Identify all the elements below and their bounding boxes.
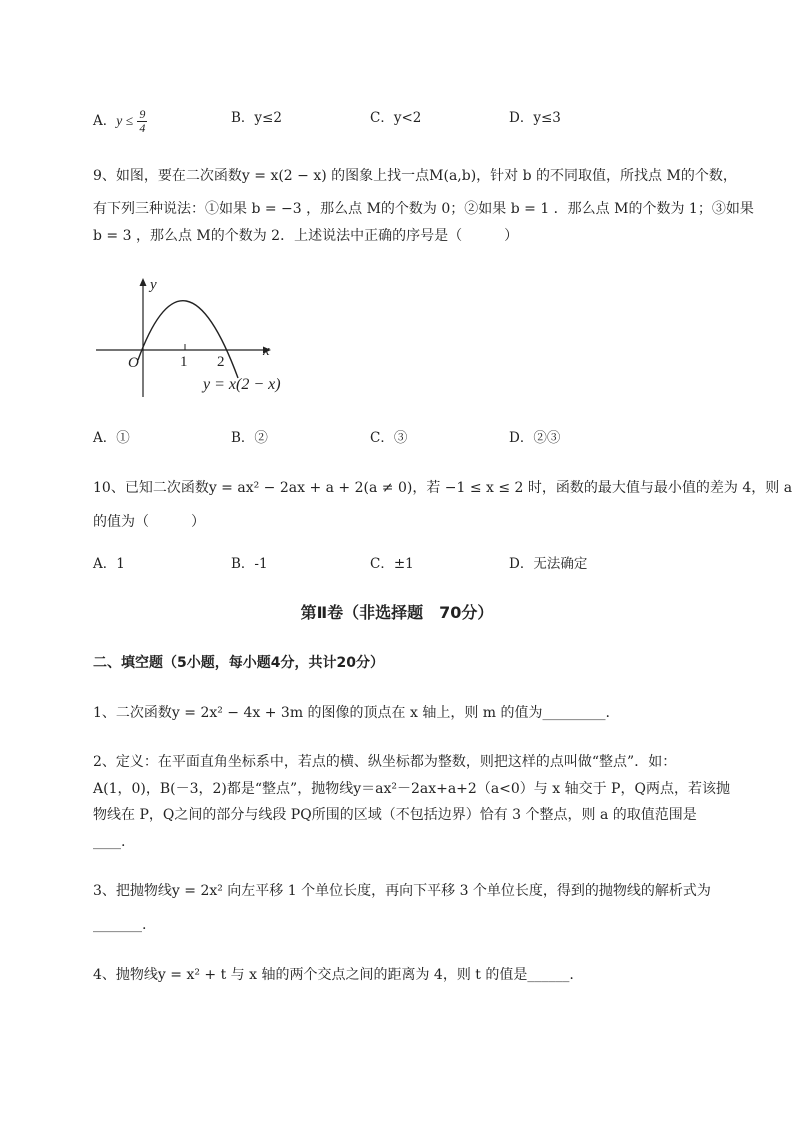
q8-option-d: D．y≤3 bbox=[509, 110, 561, 126]
q10-line-1: 10、已知二次函数y = ax² − 2ax + a + 2(a ≠ 0)，若 −1 ≤ x ≤ 2 时，函数的最大值与最小值的差为 4，则 a bbox=[93, 480, 793, 496]
y-axis-label: y bbox=[150, 277, 157, 293]
q9-line-1: 9、如图，要在二次函数y = x(2 − x) 的图象上找一点M(a,b)，针对 b 的不同取值，所找点 M的个数， bbox=[93, 168, 737, 184]
q8-option-a-math: y ≤ bbox=[116, 113, 134, 128]
tick-1-label: 1 bbox=[180, 354, 188, 370]
fill-question-2-line-1: 2、定义：在平面直角坐标系中，若点的横、纵坐标都为整数，则把这样的点叫做“整点”．如： bbox=[93, 754, 677, 770]
fill-question-3-line-1: 3、把抛物线y = 2x² 向左平移 1 个单位长度，再向下平移 3 个单位长度，得到的抛物线的解析式为 bbox=[93, 883, 711, 899]
tick-2-label: 2 bbox=[217, 354, 225, 370]
q8-option-a-numerator: 9 bbox=[139, 107, 146, 121]
q9-parabola-graph bbox=[93, 272, 303, 402]
fill-question-2-line-2: A(1，0)，B(－3，2)都是“整点”，抛物线y＝ax²－2ax+a+2（a<0）与 x 轴交于 P，Q两点，若该抛 bbox=[93, 781, 730, 797]
curve-label: y = x(2 − x) bbox=[203, 376, 281, 393]
fill-blank-heading: 二、填空题（5小题，每小题4分，共计20分） bbox=[93, 655, 384, 671]
q9-option-d: D．②③ bbox=[509, 430, 561, 446]
q8-option-b: B．y≤2 bbox=[231, 110, 282, 126]
q9-line-2: 有下列三种说法：①如果 b = −3 ，那么点 M的个数为 0；②如果 b = 1 ．那么点 M的个数为 1；③如果 bbox=[93, 201, 754, 217]
y-axis-arrow-icon bbox=[140, 278, 147, 286]
fill-question-4: 4、抛物线y = x² + t 与 x 轴的两个交点之间的距离为 4，则 t 的值是______. bbox=[93, 967, 574, 983]
q9-option-c: C．③ bbox=[370, 430, 408, 446]
fill-question-1: 1、二次函数y = 2x² − 4x + 3m 的图像的顶点在 x 轴上，则 m 的值为_________. bbox=[93, 705, 610, 721]
q10-option-b: B．-1 bbox=[231, 556, 268, 572]
q8-option-a-denominator: 4 bbox=[139, 121, 146, 135]
q10-line-2: 的值为（ ） bbox=[93, 514, 205, 530]
q10-option-d: D．无法确定 bbox=[509, 556, 588, 572]
fill-question-3-line-2: _______. bbox=[93, 917, 147, 933]
q10-option-c: C．±1 bbox=[370, 556, 414, 572]
origin-label: O bbox=[128, 355, 139, 371]
fill-question-2-line-4: ____. bbox=[93, 834, 126, 850]
q10-option-a: A．1 bbox=[93, 556, 125, 572]
section-2-title: 第Ⅱ卷（非选择题 70分） bbox=[300, 603, 494, 622]
q8-option-c: C．y<2 bbox=[370, 110, 422, 126]
fill-question-2-line-3: 物线在 P，Q之间的部分与线段 PQ所围的区域（不包括边界）恰有 3 个整点，则 a 的取值范围是 bbox=[93, 807, 697, 823]
q9-option-a: A．① bbox=[93, 430, 130, 446]
q8-option-a-label: A． bbox=[93, 113, 117, 129]
q9-line-3: b = 3 ，那么点 M的个数为 2．上述说法中正确的序号是（ ） bbox=[93, 228, 519, 244]
x-axis-label: x bbox=[263, 343, 270, 359]
q8-option-a bbox=[93, 108, 147, 135]
q9-option-b: B．② bbox=[231, 430, 268, 446]
q8-option-a-fraction bbox=[137, 108, 147, 135]
